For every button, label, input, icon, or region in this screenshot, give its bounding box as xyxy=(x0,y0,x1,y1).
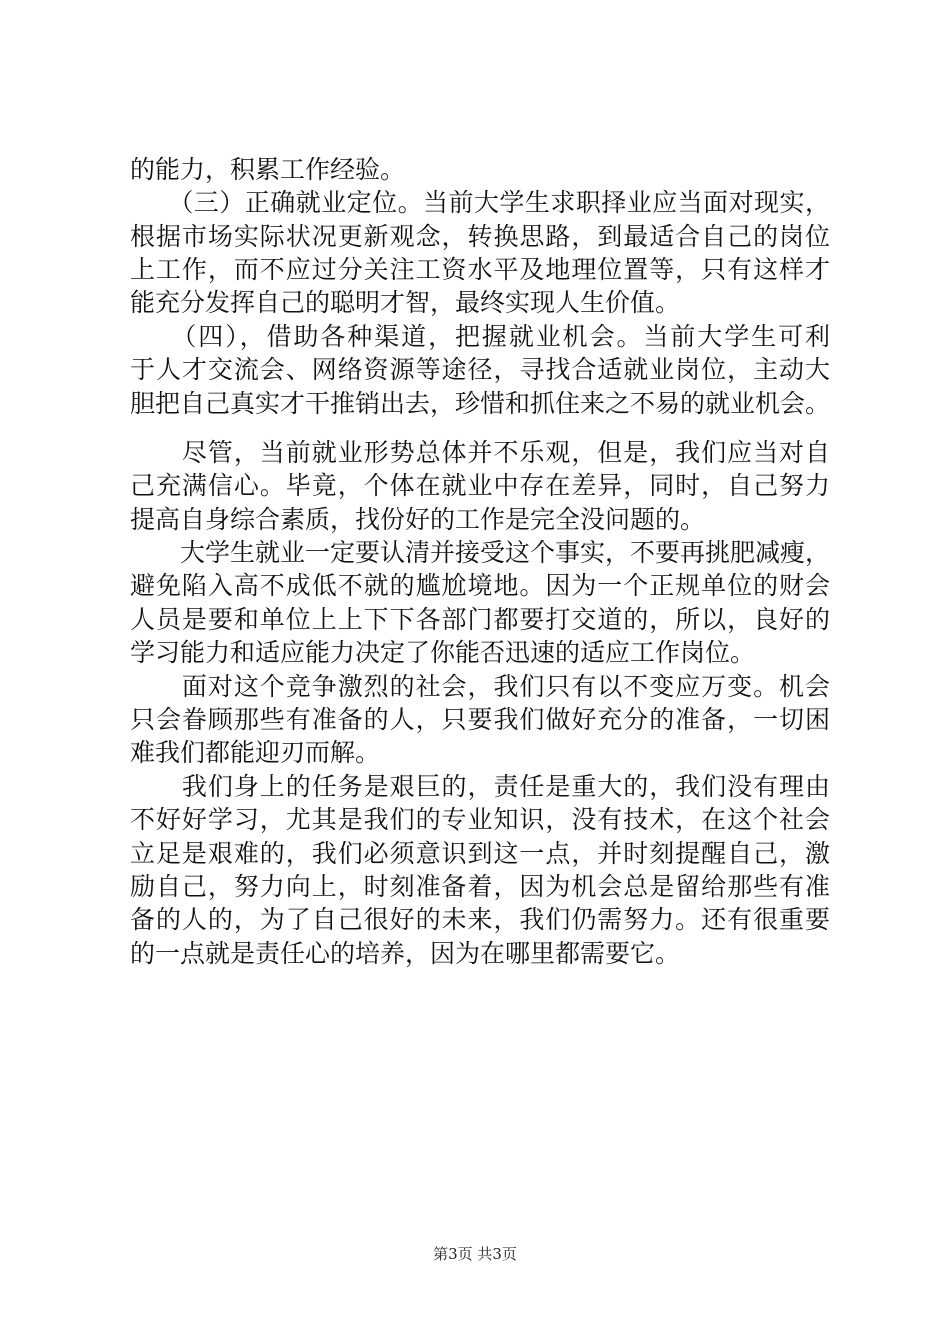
text-line: （三）正确就业定位。当前大学生求职择业应当面对现实， xyxy=(130,188,830,217)
text-line: 己充满信心。毕竟，个体在就业中存在差异，同时，自己努力 xyxy=(130,471,830,500)
page-number: 第3页 共3页 xyxy=(433,1245,517,1263)
text-line: 于人才交流会、网络资源等途径，寻找合适就业岗位，主动大 xyxy=(130,355,830,384)
text-line: 能充分发挥自己的聪明才智，最终实现人生价值。 xyxy=(130,288,681,317)
text-line: 的一点就是责任心的培养，因为在哪里都需要它。 xyxy=(130,939,681,968)
text-line: 励自己，努力向上，时刻准备着，因为机会总是留给那些有准 xyxy=(130,872,830,901)
text-line: 根据市场实际状况更新观念，转换思路，到最适合自己的岗位 xyxy=(130,222,830,251)
text-line: 面对这个竞争激烈的社会，我们只有以不变应万变。机会 xyxy=(130,672,830,701)
text-line: 立足是艰难的，我们必须意识到这一点，并时刻提醒自己，激 xyxy=(130,839,830,868)
text-line: 避免陷入高不成低不就的尴尬境地。因为一个正规单位的财会 xyxy=(130,571,830,600)
text-line: 我们身上的任务是艰巨的，责任是重大的，我们没有理由 xyxy=(130,772,830,801)
text-line: 胆把自己真实才干推销出去，珍惜和抓住来之不易的就业机会。 xyxy=(130,389,831,418)
text-line: 备的人的，为了自己很好的未来，我们仍需努力。还有很重要 xyxy=(130,905,830,934)
text-line: 学习能力和适应能力决定了你能否迅速的适应工作岗位。 xyxy=(130,638,756,667)
text-line: 提高自身综合素质，找份好的工作是完全没问题的。 xyxy=(130,505,706,534)
text-line: 不好好学习，尤其是我们的专业知识，没有技术，在这个社会 xyxy=(130,805,830,834)
text-line: 只会眷顾那些有准备的人，只要我们做好充分的准备，一切困 xyxy=(130,705,830,734)
text-line: 大学生就业一定要认清并接受这个事实，不要再挑肥减瘦， xyxy=(130,538,831,567)
text-line: 难我们都能迎刃而解。 xyxy=(130,738,381,767)
text-line: 的能力，积累工作经验。 xyxy=(130,155,406,184)
text-line: （四），借助各种渠道，把握就业机会。当前大学生可利 xyxy=(130,322,830,351)
text-line: 尽管，当前就业形势总体并不乐观，但是，我们应当对自 xyxy=(130,438,830,467)
text-line: 人员是要和单位上上下下各部门都要打交道的，所以，良好的 xyxy=(130,605,830,634)
text-line: 上工作，而不应过分关注工资水平及地理位置等，只有这样才 xyxy=(130,255,830,284)
